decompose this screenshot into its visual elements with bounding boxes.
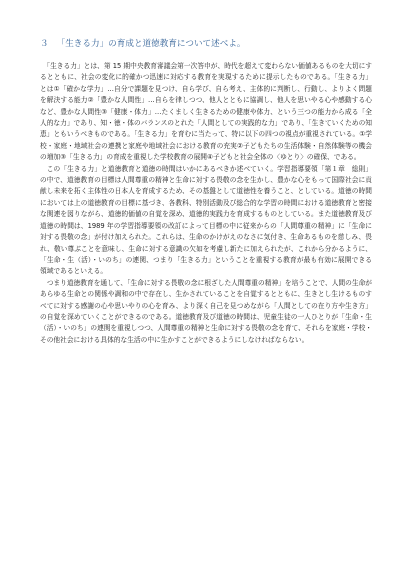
section-title: 「生きる力」の育成と道徳教育について述べよ。	[56, 39, 246, 49]
section-number: ３	[40, 39, 49, 49]
section-heading	[40, 38, 372, 50]
paragraph-3: つまり道徳教育を通して、「生命に対する畏敬の念に根ざした人間尊重の精神」を培うことで、人間の生命があらゆる生命との関係や調和の中で存在し、生かされていることを自覚するとともに、生きとし生けるものすべてに対する感謝の心や思いやりの心を育み、より深く自己を見つめながら「人間としての在り方や生き方」の自覚を深めていくことができるのである。道徳教育及び道徳の時間は、児童生徒の一人ひとりが「生命・生（活）・いのち」の連関を重視しつつ、人間尊重の精神と生命に対する畏敬の念を育て、それらを家庭・学校・その他社会における具体的な生活の中に生かすことができるようにしなければならない。	[40, 278, 372, 344]
paragraph-1: 「生きる力」とは、第 15 期中央教育審議会第一次答申が、時代を超えて変わらない価値あるものを大切にするとともに、社会の変化に的確かつ迅速に対応する教育を実現するために提示したものである。「生きる力」とは①「確かな学力」…自分で課題を見つけ、自ら学び、自ら考え、主体的に判断し、行動し、よりよく問題を解決する能力②「豊かな人間性」…自らを律しつつ、他人とともに協調し、他人を思いやる心や感動する心など、豊かな人間性③「健康・体力」…たくましく生きるための健康や体力、という三つの能力から成る「全人的な力」であり、知・徳・体のバランスのとれた「人間としての実践的な力」であり、「生きていくための知恵」ともいうべきものである。「生きる力」を育むに当たって、特に以下の四つの視点が重視されている。①学校・家庭・地域社会の連携と家庭や地域社会における教育の充実②子どもたちの生活体験・自然体験等の機会の増加③「生きる力」の育成を重視した学校教育の展開④子どもと社会全体の〈ゆとり〉の確保、である。	[40, 62, 372, 162]
paragraph-2: この「生きる力」と道徳教育と道徳の時間はいかにあるべきか述べていく。学習指導要領「第１章 総則」の中で、道徳教育の目標は人間尊重の精神と生命に対する畏敬の念を生かし、豊かな心をもって国際社会に貢献し未来を拓く主体性の日本人を育成するため、その基盤として道徳性を養うこと、としている。道徳の時間においては上の道徳教育の目標に基づき、各教科、特別活動及び総合的な学習の時間における道徳教育と密接な関連を図りながら、道徳的価値の自覚を深め、道徳的実践力を育成するものとしている。また道徳教育及び道徳の時間は、1989 年の学習指導要領の改訂によって目標の中に従来からの「人間尊重の精神」に「生命に対する畏敬の念」が付け加えられた。これらは、生命のかけがえのなさに気付き、生命あるものを慈しみ、畏れ、敬い尊ぶことを意味し、生命に対する意識の欠如を考慮し新たに加えられたが、これから分かるように、「生命・生（活）・いのち」の連関、つまり「生きる力」ということを重視する教育が最も有効に展開できる領域であるといえる。	[40, 164, 372, 276]
